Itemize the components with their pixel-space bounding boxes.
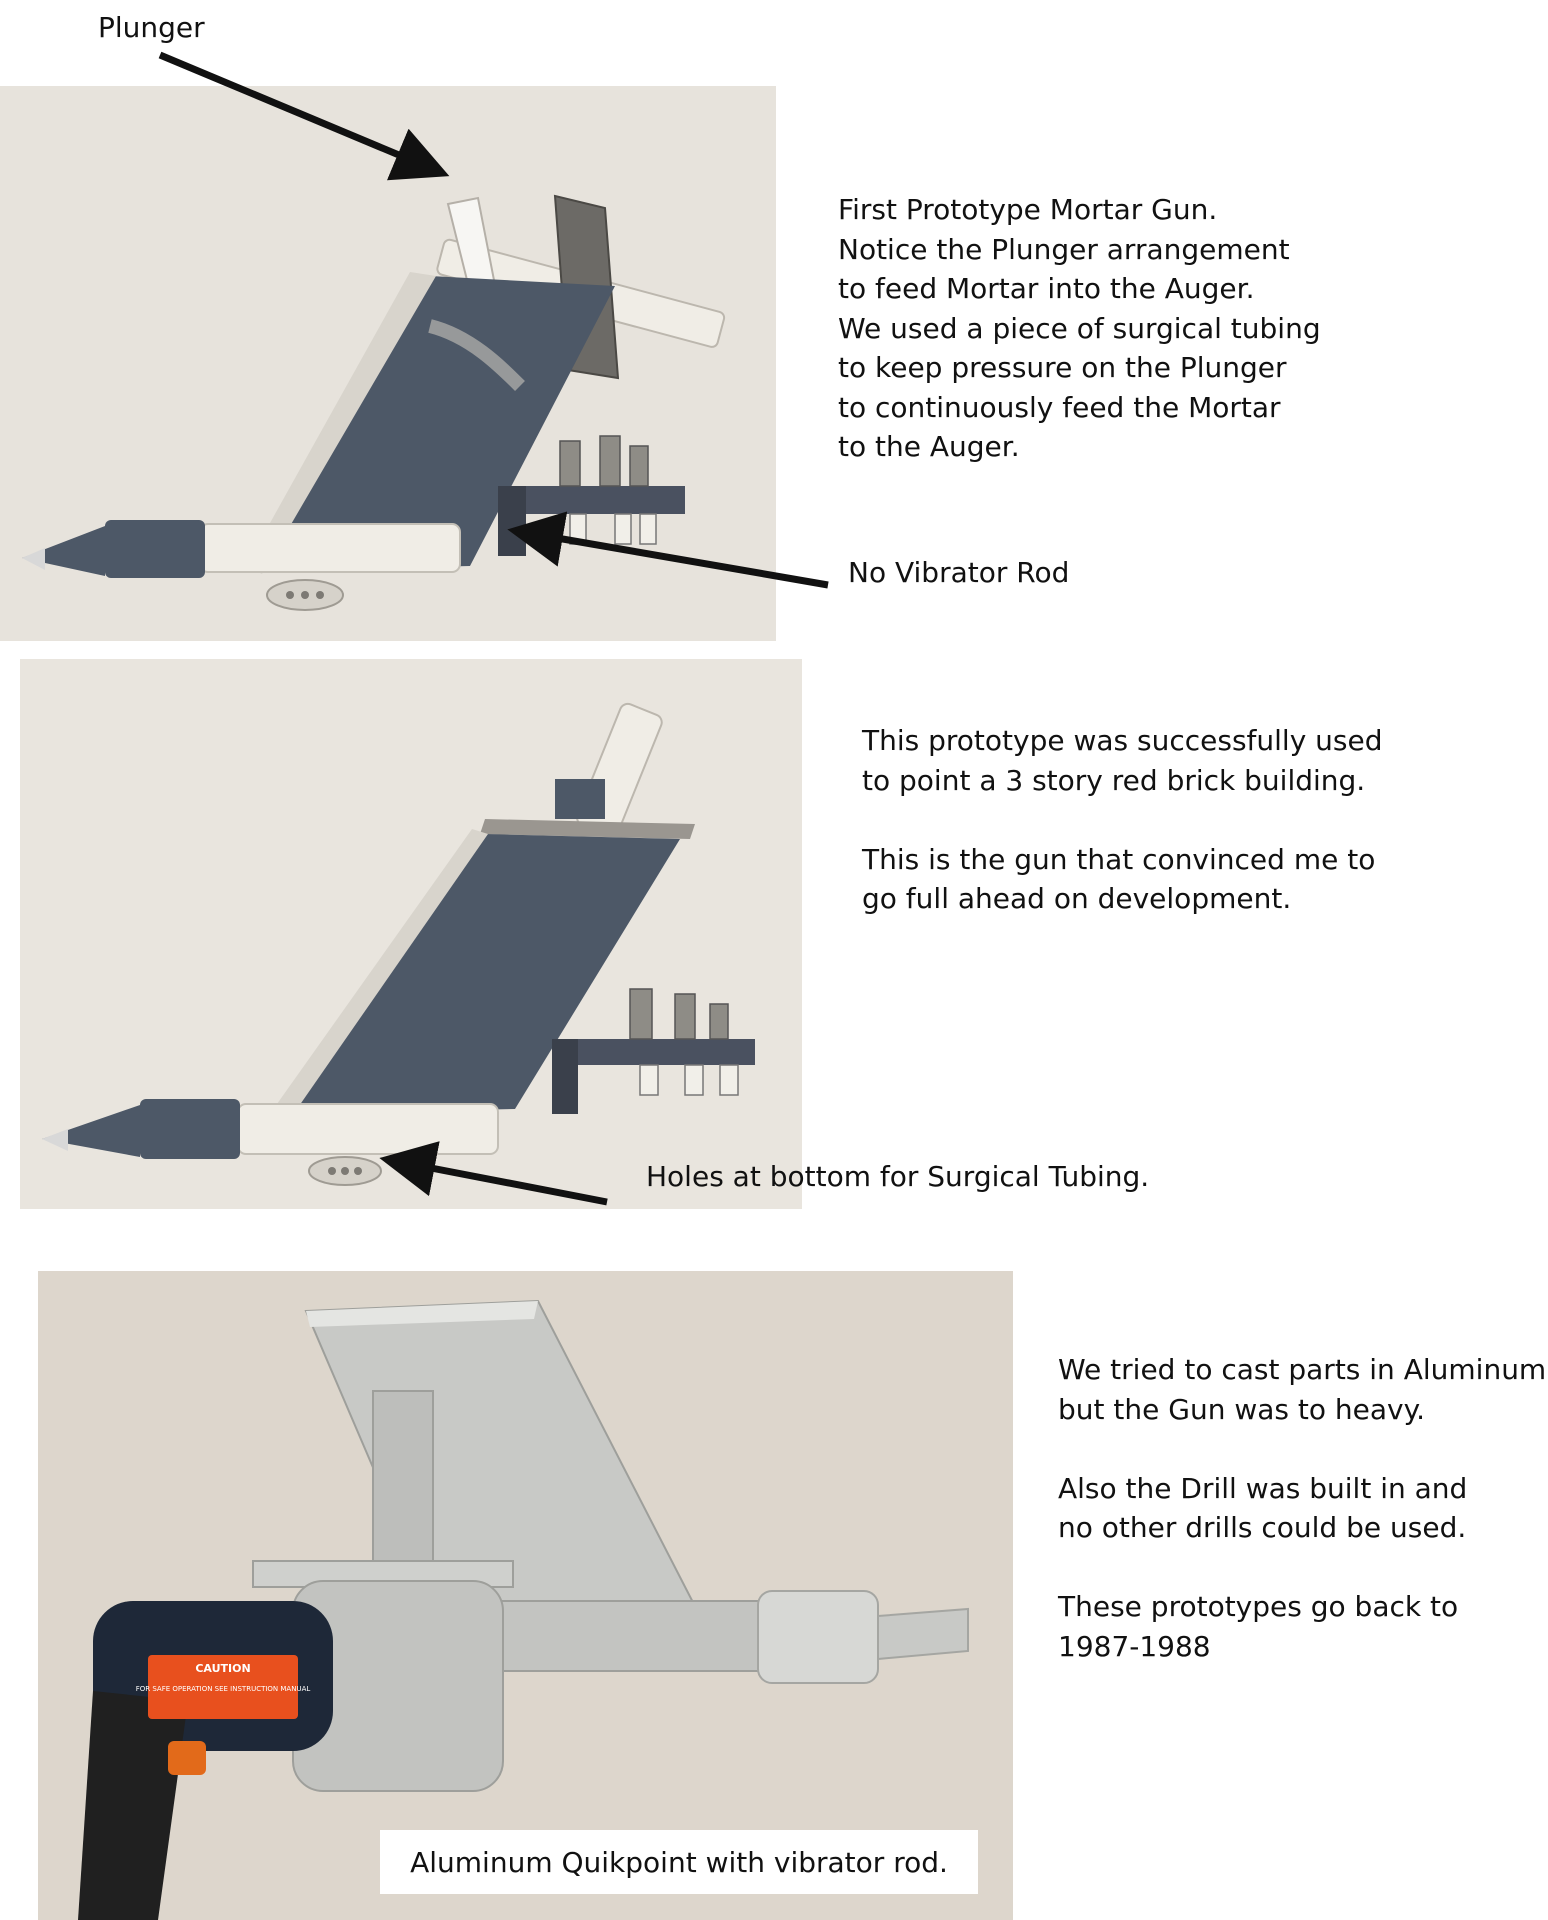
description-line: to feed Mortar into the Auger. [838, 272, 1255, 305]
description-line: to the Auger. [838, 430, 1020, 463]
successful-prototype-description [862, 721, 1383, 919]
description-line: We tried to cast parts in Aluminum [1058, 1353, 1547, 1386]
description-line: but the Gun was to heavy. [1058, 1392, 1426, 1426]
aluminum-description [1058, 1350, 1546, 1666]
description-line: We used a piece of surgical tubing [838, 311, 1321, 345]
aluminum-quikpoint-illustration [38, 1271, 1013, 1920]
first-prototype-illustration [0, 86, 776, 641]
description-line: Notice the Plunger arrangement [838, 232, 1290, 266]
successful-prototype-illustration [20, 659, 802, 1209]
description-line: go full ahead on development. [862, 882, 1292, 915]
photo-caption-text: Aluminum Quikpoint with vibrator rod. [410, 1845, 948, 1879]
photo-successful-prototype [20, 659, 802, 1209]
caution-label [136, 1655, 311, 1719]
description-line: to keep pressure on the Plunger [838, 351, 1287, 384]
caution-label-title: CAUTION [195, 1662, 251, 1675]
description-line: to continuously feed the Mortar [838, 390, 1281, 424]
caution-label-body: FOR SAFE OPERATION SEE INSTRUCTION MANUAL [135, 1685, 311, 1693]
description-line: 1987-1988 [1058, 1629, 1211, 1663]
description-line: This is the gun that convinced me to [862, 842, 1376, 876]
no-vibrator-rod-label: No Vibrator Rod [848, 556, 1070, 589]
description-line: Also the Drill was built in and [1058, 1471, 1468, 1505]
description-line: This prototype was successfully used [862, 724, 1383, 757]
description-line: no other drills could be used. [1058, 1511, 1467, 1544]
photo-caption [380, 1830, 978, 1894]
description-line: to point a 3 story red brick building. [862, 763, 1366, 797]
holes-label: Holes at bottom for Surgical Tubing. [646, 1160, 1150, 1193]
plunger-label: Plunger [98, 11, 205, 44]
description-line: First Prototype Mortar Gun. [838, 193, 1218, 226]
first-prototype-description [838, 190, 1321, 467]
description-line: These prototypes go back to [1058, 1590, 1459, 1623]
photo-first-prototype [0, 86, 776, 641]
photo-aluminum-quikpoint [38, 1271, 1013, 1920]
